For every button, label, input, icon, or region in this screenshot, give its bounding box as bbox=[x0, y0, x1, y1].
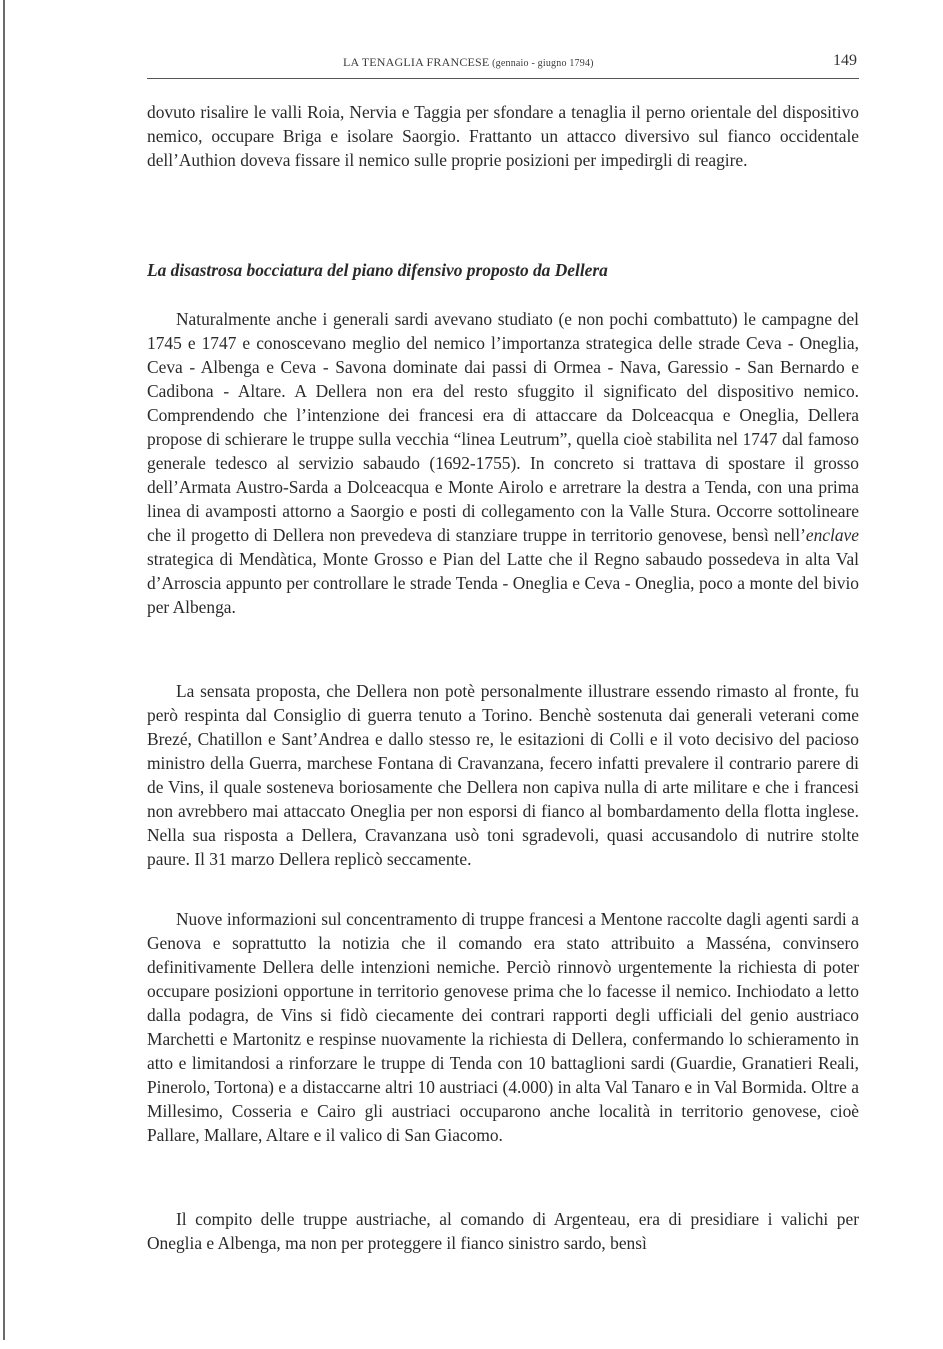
paragraph-1-text-b: strategica di Mendàtica, Monte Grosso e Pian del Latte che il Regno sabaudo possedeva in alta Val d’Arroscia appunto per controllare le strade Tenda - Oneglia e Ceva - Oneglia, poco a monte del bivio per Albenga. bbox=[147, 549, 859, 617]
page-number: 149 bbox=[833, 52, 857, 69]
paragraph-3: Nuove informazioni sul concentramento di truppe francesi a Mentone raccolte dagli agenti sardi a Genova e soprattutto la notizia che il comando era stato attribuito a Masséna, convinsero definitivamente Dellera delle intenzioni nemiche. Perciò rinnovò urgentemente la richiesta di poter occupare posizioni opportune in territorio genovese prima che lo facesse il nemico. Inchiodato a letto dalla podagra, de Vins si fidò ciecamente dei contrari rapporti degli ufficiali del genio austriaco Marchetti e Martonitz e respinse nuovamente la richiesta di Dellera, confermando lo schieramento in atto e limitandosi a rinforzare le truppe di Tenda con 10 battaglioni sardi (Guardie, Granatieri Reali, Pinerolo, Tortona) e a distaccarne altri 10 austriaci (4.000) in alta Val Tanaro e in Val Bormida. Oltre a Millesimo, Cosseria e Cairo gli austriaci occuparono anche località in territorio genovese, cioè Pallare, Mallare, Altare e il valico di San Giacomo. bbox=[147, 909, 859, 1145]
paragraph-1 bbox=[147, 307, 859, 619]
running-title bbox=[343, 55, 594, 70]
page-header bbox=[147, 50, 859, 79]
paragraph-1-text-a: Naturalmente anche i generali sardi avevano studiato (e non pochi combattuto) le campagne del 1745 e 1747 e conoscevano meglio del nemico l’importanza strategica delle strade Ceva - Oneglia, Ceva - Albenga e Ceva - Savona dominate dai passi di Ormea - Nava, Garessio - San Bernardo e Cadibona - Altare. A Dellera non era del resto sfuggito il significato del dispositivo nemico. Comprendendo che l’intenzione dei francesi era di attaccare da Dolceacqua e Oneglia, Dellera propose di schierare le truppe sulla vecchia “linea Leutrum”, quella cioè stabilita nel 1747 dal famoso generale tedesco al servizio sabaudo (1692-1755). In concreto si trattava di spostare il grosso dell’Armata Austro-Sarda a Dolceacqua e Monte Airolo e arretrare la destra a Tenda, con una prima linea di avamposti attorno a Saorgio e posti di collegamento con la Valle Stura. Occorre sottolineare che il progetto di Dellera non prevedeva di stanziare truppe in territorio genovese, bensì nell’ bbox=[147, 309, 859, 545]
paragraph-2: La sensata proposta, che Dellera non potè personalmente illustrare essendo rimasto al fronte, fu però respinta dal Consiglio di guerra tenuto a Torino. Benchè sostenuta dai generali veterani come Brezé, Chatillon e Sant’Andrea e dallo stesso re, le esitazioni di Colli e il voto decisivo del pacioso ministro della Guerra, marchese Fontana di Cravanzana, fecero infatti prevalere il contrario parere di de Vins, il quale sosteneva boriosamente che Dellera non capiva nulla di arte militare e che i francesi non avrebbero mai attaccato Oneglia per non esporsi di fianco al bombardamento della flotta inglese. Nella sua risposta a Dellera, Cravanzana usò toni sgradevoli, quasi accusandolo di nutrire stolte paure. Il 31 marzo Dellera replicò seccamente. bbox=[147, 681, 859, 869]
enclave-italic: enclave bbox=[805, 525, 859, 545]
running-title-dates: (gennaio - giugno 1794) bbox=[489, 58, 594, 69]
running-title-main: LA TENAGLIA FRANCESE bbox=[343, 55, 490, 69]
paragraph-continuation: dovuto risalire le valli Roia, Nervia e Taggia per sfondare a tenaglia il perno orientale del dispositivo nemico, occupare Briga e isolare Saorgio. Frattanto un attacco diversivo sul fianco occidentale dell’Authion doveva fissare il nemico sulle proprie posizioni per impedirgli di reagire. bbox=[147, 102, 859, 170]
page-binding-edge bbox=[3, 0, 5, 1340]
paragraph-4: Il compito delle truppe austriache, al comando di Argenteau, era di presidiare i valichi per Oneglia e Albenga, ma non per proteggere il fianco sinistro sardo, bensì bbox=[147, 1209, 859, 1253]
section-title: La disastrosa bocciatura del piano difensivo proposto da Dellera bbox=[147, 260, 608, 280]
